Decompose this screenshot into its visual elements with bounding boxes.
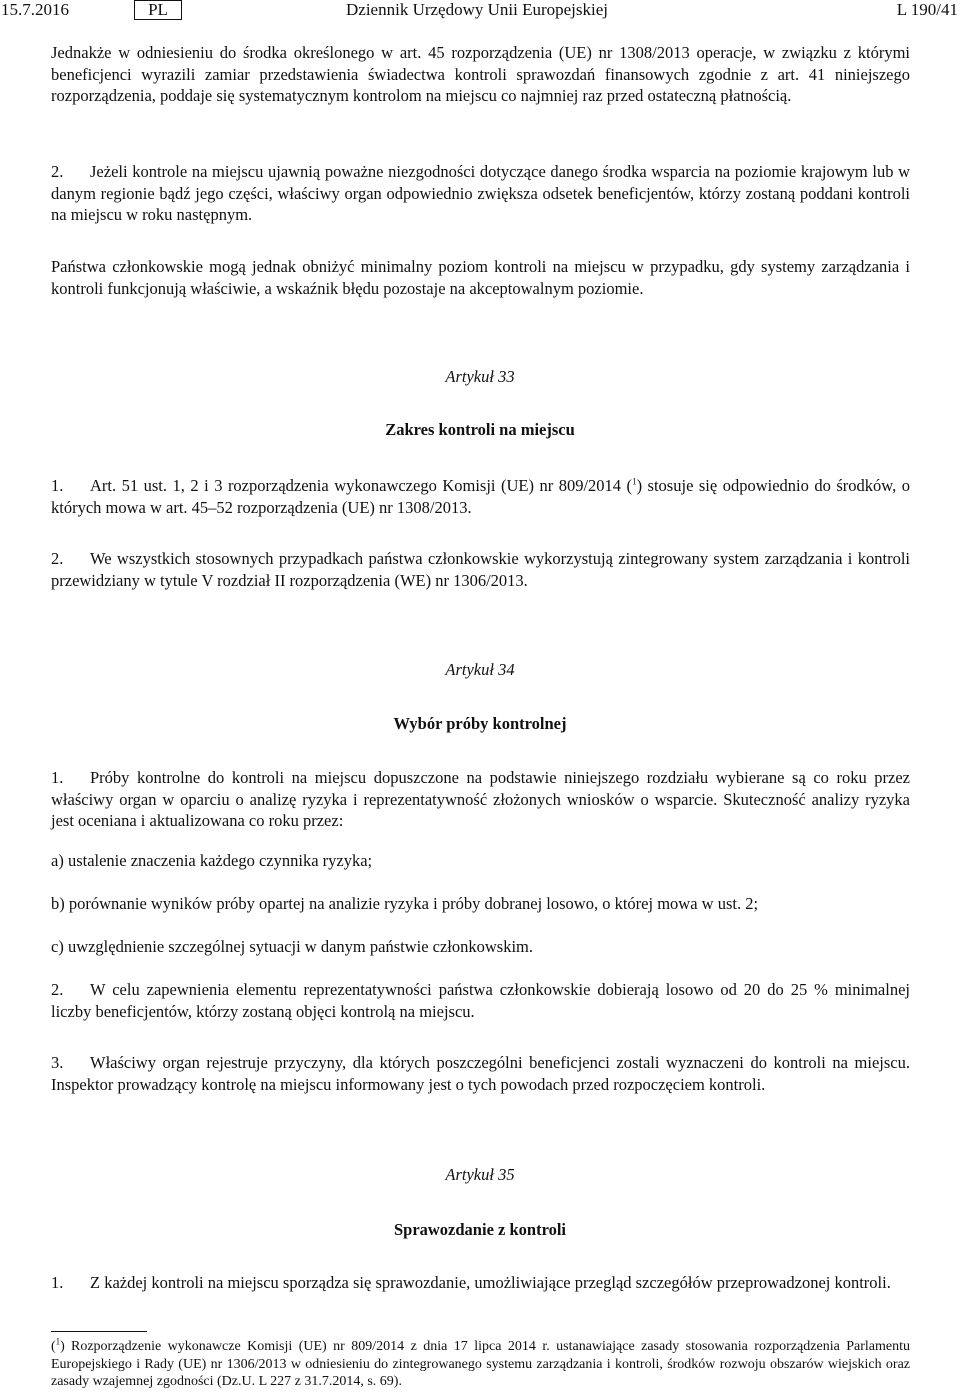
article-35-title: Artykuł 35 xyxy=(445,1165,515,1184)
footnote-text: Rozporządzenie wykonawcze Komisji (UE) nr 809/2014 z dnia 17 lipca 2014 r. ustanawiające zasady stosowania rozporządzenia Parlamentu Europejskiego i Rady (UE) nr 1306/2013 w odniesieniu do zintegrowanego systemu zarządzania i kontroli, środków rozwoju obszarów wiejskich oraz zasady wzajemnej zgodności (Dz.U. L 227 z 31.7.2014, s. 69). xyxy=(51,1339,910,1389)
point-number: 2. xyxy=(51,980,64,999)
article-35-heading: Sprawozdanie z kontroli xyxy=(393,1220,567,1239)
article-33-heading: Zakres kontroli na miejscu xyxy=(385,420,575,439)
intro-point-2 xyxy=(51,161,910,226)
point-text: Próby kontrolne do kontroli na miejscu dopuszczone na podstawie niniejszego rozdziału wybierane są co roku przez właściwy organ w oparciu o analizę ryzyka i reprezentatywność złożonych wniosków o wsparcie. Skuteczność analizy ryzyka jest oceniana i aktualizowana co roku przez: xyxy=(51,768,910,830)
point-text: Właściwy organ rejestruje przyczyny, dla których poszczególni beneficjenci zostali wyznaczeni do kontroli na miejscu. Inspektor prowadzący kontrolę na miejscu informowany jest o tych powodach przed rozpoczęciem kontroli. xyxy=(51,1053,910,1094)
journal-title: Dziennik Urzędowy Unii Europejskiej xyxy=(346,0,609,19)
article-34-point-3 xyxy=(51,1052,910,1095)
point-number: 1. xyxy=(51,1273,64,1292)
point-number: 3. xyxy=(51,1053,64,1072)
point-text-part-1: Art. 51 ust. 1, 2 i 3 rozporządzenia wykonawczego Komisji (UE) nr 809/2014 ( xyxy=(90,476,633,495)
point-number: 2. xyxy=(51,549,64,568)
footnote xyxy=(51,1338,910,1391)
article-34-point-2 xyxy=(51,979,910,1022)
language-badge: PL xyxy=(134,0,182,20)
footnote-reference: 1 xyxy=(632,476,637,487)
article-34-title: Artykuł 34 xyxy=(445,660,515,679)
point-text: W celu zapewnienia elementu reprezentatywności państwa członkowskie dobierają losowo od 20 do 25 % minimalnej liczby beneficjentów, którzy zostaną objęci kontrolą na miejscu. xyxy=(51,980,910,1021)
publication-date: 15.7.2016 xyxy=(1,0,69,19)
article-34-item-a: a) ustalenie znaczenia każdego czynnika ryzyka; xyxy=(51,851,373,870)
article-33-title: Artykuł 33 xyxy=(445,367,515,386)
footnote-separator xyxy=(51,1331,147,1332)
intro-paragraph-3: Państwa członkowskie mogą jednak obniżyć minimalny poziom kontroli na miejscu w przypadku, gdy systemy zarządzania i kontroli funkcjonują właściwie, a wskaźnik błędu pozostaje na akceptowalnym poziomie. xyxy=(51,257,910,298)
point-text: Jeżeli kontrole na miejscu ujawnią poważne niezgodności dotyczące danego środka wsparcia na poziomie krajowym lub w danym regionie bądź jego części, właściwy organ odpowiednio zwiększa odsetek beneficjentów, którzy zostaną poddani kontroli na miejscu w roku następnym. xyxy=(51,162,910,224)
article-34-point-1 xyxy=(51,767,910,832)
article-35-point-1 xyxy=(51,1272,910,1294)
article-34-heading: Wybór próby kontrolnej xyxy=(393,714,567,733)
page-reference: L 190/41 xyxy=(896,0,958,19)
point-text: Z każdej kontroli na miejscu sporządza się sprawozdanie, umożliwiające przegląd szczegółów przeprowadzonej kontroli. xyxy=(90,1273,891,1292)
article-33-point-2 xyxy=(51,548,910,591)
point-text: We wszystkich stosownych przypadkach państwa członkowskie wykorzystują zintegrowany system zarządzania i kontroli przewidziany w tytule V rozdział II rozporządzenia (WE) nr 1306/2013. xyxy=(51,549,910,590)
article-34-item-b: b) porównanie wyników próby opartej na analizie ryzyka i próby dobranej losowo, o której mowa w ust. 2; xyxy=(51,894,759,913)
article-34-item-c: c) uwzględnienie szczególnej sytuacji w danym państwie członkowskim. xyxy=(51,937,534,956)
point-number: 2. xyxy=(51,162,64,181)
point-number: 1. xyxy=(51,768,64,787)
footnote-marker: ($^1$) xyxy=(51,1336,65,1354)
page-header xyxy=(0,0,960,24)
point-number: 1. xyxy=(51,476,64,495)
point-text-part-2: ) stosuje się odpowiednio do środków, o których mowa w art. 45–52 rozporządzenia (UE) nr 1308/2013. xyxy=(51,476,910,517)
article-33-point-1 xyxy=(51,475,910,518)
intro-paragraph-1: Jednakże w odniesieniu do środka określonego w art. 45 rozporządzenia (UE) nr 1308/2013 operacje, w związku z którymi beneficjenci wyrazili zamiar przedstawienia świadectwa kontroli sprawozdań finansowych zgodnie z art. 41 niniejszego rozporządzenia, poddaje się systematycznym kontrolom na miejscu co najmniej raz przed ostateczną płatnością. xyxy=(51,43,910,105)
